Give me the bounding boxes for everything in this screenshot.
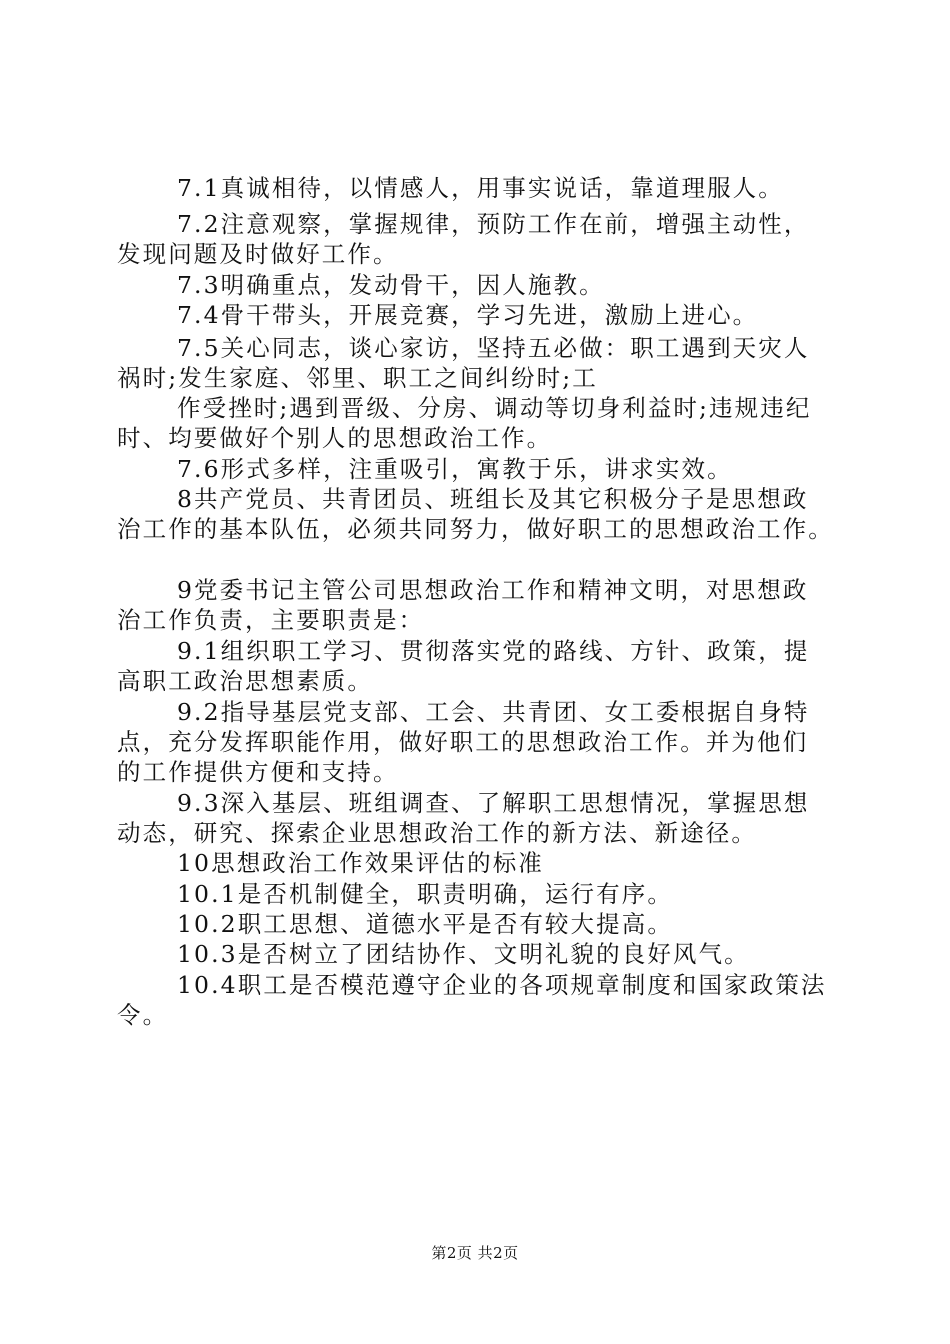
text-line: 10.3是否树立了团结协作、文明礼貌的良好风气。 [177, 940, 750, 968]
text-line: 10.2职工思想、道德水平是否有较大提高。 [177, 910, 673, 938]
text-line: 10.4职工是否模范遵守企业的各项规章制度和国家政策法 [177, 971, 827, 999]
text-line: 10思想政治工作效果评估的标准 [177, 849, 544, 877]
text-line: 治工作的基本队伍，必须共同努力，做好职工的思想政治工作。 [117, 515, 834, 543]
text-line: 作受挫时;遇到晋级、分房、调动等切身利益时;违规违纪 [177, 394, 812, 422]
text-line: 9.3深入基层、班组调查、了解职工思想情况，掌握思想 [177, 789, 810, 817]
text-line: 10.1是否机制健全，职责明确，运行有序。 [177, 880, 673, 908]
text-line: 令。 [117, 1001, 169, 1029]
text-line: 7.2注意观察，掌握规律，预防工作在前，增强主动性， [177, 210, 810, 238]
text-line: 点，充分发挥职能作用，做好职工的思想政治工作。并为他们 [117, 728, 809, 756]
text-line: 治工作负责，主要职责是： [117, 606, 425, 634]
text-line: 8共产党员、共青团员、班组长及其它积极分子是思想政 [177, 485, 809, 513]
text-line: 7.6形式多样，注重吸引，寓教于乐，讲求实效。 [177, 455, 733, 483]
text-line: 9.1组织职工学习、贯彻落实党的路线、方针、政策，提 [177, 637, 810, 665]
text-line: 9.2指导基层党支部、工会、共青团、女工委根据自身特 [177, 698, 810, 726]
text-line: 7.4骨干带头，开展竞赛，学习先进，激励上进心。 [177, 301, 759, 329]
text-line: 7.1真诚相待，以情感人，用事实说话，靠道理服人。 [177, 174, 784, 202]
page-number-footer: 第2页 共2页 [431, 1244, 519, 1262]
text-line: 时、均要做好个别人的思想政治工作。 [117, 424, 553, 452]
text-line: 7.5关心同志，谈心家访，坚持五必做：职工遇到天灾人 [177, 334, 810, 362]
text-line: 高职工政治思想素质。 [117, 667, 373, 695]
text-line: 祸时;发生家庭、邻里、职工之间纠纷时;工 [117, 364, 598, 392]
text-line: 动态，研究、探索企业思想政治工作的新方法、新途径。 [117, 819, 757, 847]
text-line: 的工作提供方便和支持。 [117, 758, 399, 786]
text-line: 7.3明确重点，发动骨干，因人施教。 [177, 271, 605, 299]
text-line: 9党委书记主管公司思想政治工作和精神文明，对思想政 [177, 576, 809, 604]
text-line: 发现问题及时做好工作。 [117, 240, 399, 268]
